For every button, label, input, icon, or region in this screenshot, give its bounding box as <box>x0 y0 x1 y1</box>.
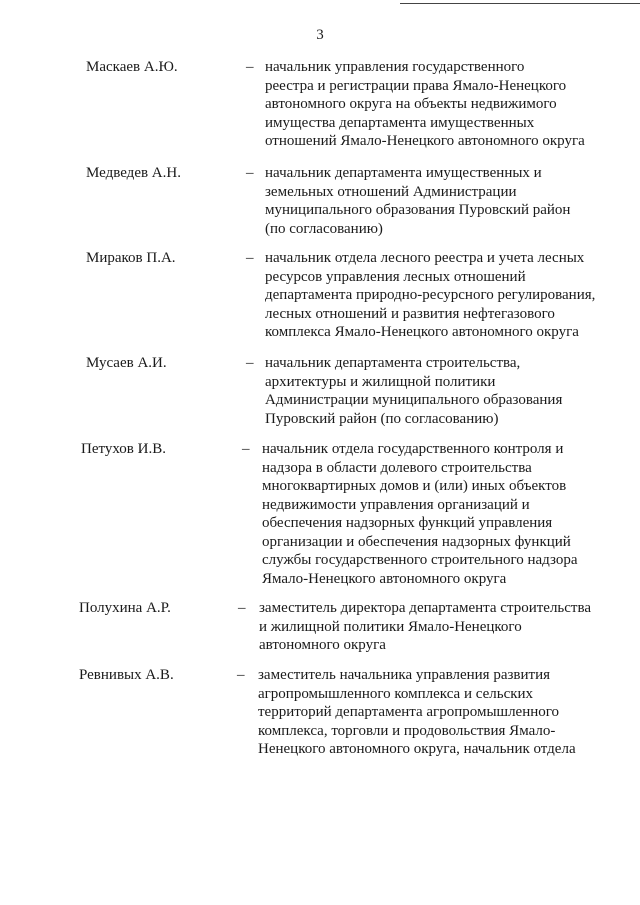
position-line: земельных отношений Администрации <box>265 183 517 200</box>
position-description <box>258 666 598 759</box>
position-line: ресурсов управления лесных отношений <box>265 268 526 285</box>
person-name: Медведев А.Н. <box>86 165 181 181</box>
page-number: 3 <box>316 27 324 43</box>
position-line: недвижимости управления организаций и <box>262 496 530 513</box>
dash: – <box>237 667 245 683</box>
person-name: Полухина А.Р. <box>79 600 171 616</box>
position-line: агропромышленного комплекса и сельских <box>258 685 534 702</box>
position-line: архитектуры и жилищной политики <box>265 373 496 390</box>
position-line: Администрации муниципального образования <box>265 392 563 408</box>
dash: – <box>242 441 250 457</box>
position-line: начальник управления государственного <box>265 59 525 75</box>
position-line: комплекса, торговли и продовольствия Ямало- <box>258 722 556 739</box>
position-line: муниципального образования Пуровский район <box>265 202 571 218</box>
position-description <box>265 354 605 428</box>
person-name: Мираков П.А. <box>86 250 176 266</box>
position-line: комплекса Ямало-Ненецкого автономного округа <box>265 324 579 340</box>
position-line: автономного округа <box>259 637 386 653</box>
position-line: многоквартирных домов и (или) иных объектов <box>262 478 567 494</box>
position-description <box>265 58 605 151</box>
position-line: и жилищной политики Ямало-Ненецкого <box>259 618 522 635</box>
position-line: службы государственного строительного надзора <box>262 552 578 568</box>
position-line: территорий департамента агропромышленного <box>258 704 560 720</box>
person-name: Петухов И.В. <box>81 441 166 457</box>
position-line: департамента природно-ресурсного регулирования, <box>265 287 596 303</box>
dash: – <box>246 355 254 371</box>
position-line: реестра и регистрации права Ямало-Ненецкого <box>265 77 567 94</box>
position-line: Ямало-Ненецкого автономного округа <box>262 570 507 587</box>
position-line: обеспечения надзорных функций управления <box>262 515 553 531</box>
dash: – <box>246 165 254 181</box>
person-name: Мусаев А.И. <box>86 355 167 371</box>
position-line: надзора в области долевого строительства <box>262 459 532 476</box>
position-line: отношений Ямало-Ненецкого автономного округа <box>265 133 585 149</box>
position-line: Ненецкого автономного округа, начальник отдела <box>258 741 576 757</box>
position-line: начальник отдела лесного реестра и учета лесных <box>265 250 585 266</box>
position-line: заместитель директора департамента строительства <box>259 600 592 616</box>
position-description <box>259 599 599 655</box>
position-line: заместитель начальника управления развития <box>258 667 550 683</box>
dash: – <box>238 600 246 616</box>
dash: – <box>246 59 254 75</box>
person-name: Ревнивых А.В. <box>79 667 174 683</box>
position-line: начальник отдела государственного контроля и <box>262 441 564 457</box>
position-line: (по согласованию) <box>265 220 383 237</box>
position-line: лесных отношений и развития нефтегазового <box>265 305 555 322</box>
person-name: Маскаев А.Ю. <box>86 59 178 75</box>
position-line: Пуровский район (по согласованию) <box>265 410 499 427</box>
position-line: начальник департамента имущественных и <box>265 165 542 181</box>
position-line: автономного округа на объекты недвижимого <box>265 96 557 112</box>
position-description <box>265 164 605 238</box>
position-line: имущества департамента имущественных <box>265 114 535 131</box>
dash: – <box>246 250 254 266</box>
position-description <box>262 440 602 588</box>
position-line: организации и обеспечения надзорных функций <box>262 533 571 550</box>
top-rule <box>400 3 640 4</box>
position-description <box>265 249 605 342</box>
position-line: начальник департамента строительства, <box>265 355 521 371</box>
